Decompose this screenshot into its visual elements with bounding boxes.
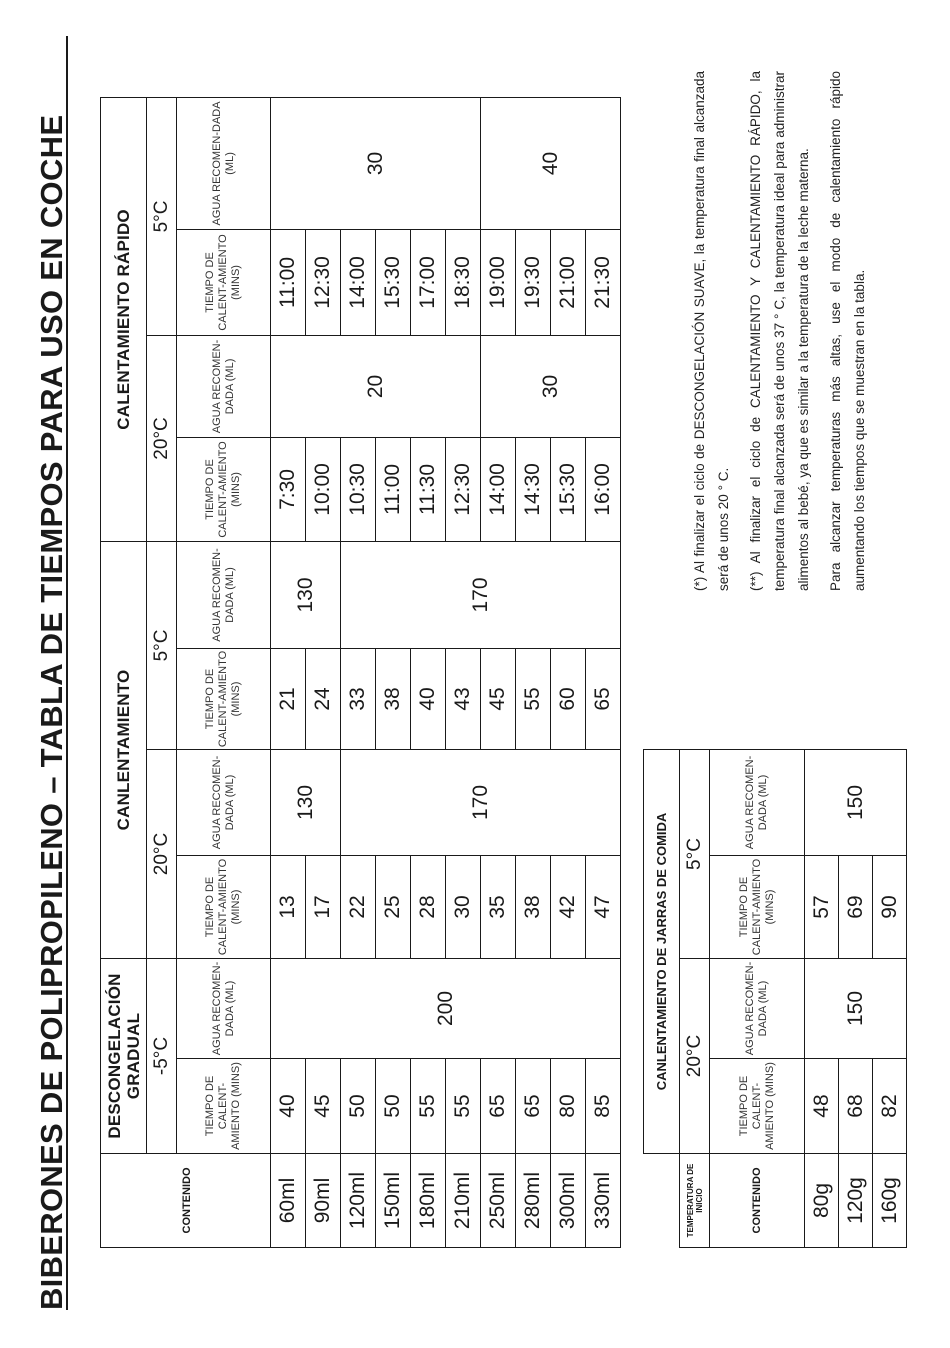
jar-temp-blank [680,624,710,749]
rapid20-time-cell: 10:00 [306,437,341,541]
heat5-time-cell: 40 [411,648,446,749]
temp-heat-5: 5°C [147,541,177,749]
heat20-water-cell: 130 [271,749,341,855]
jar-temp-5: 5°C [680,749,710,958]
rapid5-time-cell: 15:30 [376,229,411,335]
content-cell: 120ml [341,1154,376,1248]
table-row [873,624,907,1247]
rapid5-time-cell: 21:30 [586,229,621,335]
heat5-time-cell: 65 [586,648,621,749]
heat20-time-cell: 42 [551,855,586,958]
jar-row-blank [805,624,839,749]
heat20-time-cell: 47 [586,855,621,958]
heat5-time-cell: 43 [446,648,481,749]
jar-timing-table [643,624,907,1248]
footnote-defrost: (*) Al finalizar el ciclo de DESCONGELACIÓN SUAVE, la temperatura final alcanzada será de unos 20 ° C. [692,71,731,591]
content-cell: 250ml [481,1154,516,1248]
jar-row-blank [873,624,907,749]
rapid20-water-cell: 20 [271,335,481,437]
rapid5-water-cell: 40 [481,97,621,229]
table-row [411,97,446,1247]
rapid5-time-cell: 17:00 [411,229,446,335]
rapid20-time-cell: 10:30 [341,437,376,541]
content-header: CONTENIDO [180,1167,193,1234]
jar-table-title: CANLENTAMIENTO DE JARRAS DE COMIDA [644,749,680,1153]
jar-row-blank [839,624,873,749]
col-time-heat-20: TIEMPO DE CALENT-AMIENTO (MINS) [177,855,271,958]
rapid5-time-cell: 19:00 [481,229,516,335]
defrost-water-cell: 200 [271,958,621,1058]
defrost-time-cell: 65 [481,1059,516,1154]
col-time-rapid-5: TIEMPO DE CALENT-AMIENTO (MINS) [177,229,271,335]
footnotes [688,71,880,591]
heat5-time-cell: 21 [271,648,306,749]
content-cell: 300ml [551,1154,586,1248]
content-cell: 150ml [376,1154,411,1248]
col-water-heat-5: AGUA RECOMEN-DADA (ML) [177,541,271,648]
content-cell: 180ml [411,1154,446,1248]
rapid20-time-cell: 15:30 [551,437,586,541]
col-water-rapid-20: AGUA RECOMEN-DADA (ML) [177,335,271,437]
content-cell: 60ml [271,1154,306,1248]
jar-title-blank [644,624,680,749]
table-row [839,624,873,1247]
heat5-water-cell: 170 [341,541,621,648]
defrost-time-cell: 40 [271,1059,306,1154]
heat20-time-cell: 13 [271,855,306,958]
group-defrost: DESCONGELACIÓN GRADUAL [101,958,147,1153]
footnote-higher-temps: Para alcanzar temperaturas más altas, use el modo de calentamiento rápido aumentando los tiempos que se muestran en la tabla. [828,71,867,591]
col-water-rapid-5: AGUA RECOMEN-DADA (ML) [177,97,271,229]
jar-content-cell: 160g [873,1154,907,1248]
temp-defrost: -5°C [147,958,177,1153]
table-row [306,97,341,1247]
bottle-timing-table [100,97,621,1248]
defrost-time-cell: 55 [411,1059,446,1154]
jar-temp-20: 20°C [680,959,710,1154]
heat5-water-cell: 130 [271,541,341,648]
jar-col-water-20: AGUA RECOMEN-DADA (ML) [710,959,805,1059]
jar-time-5-cell: 90 [873,856,907,959]
col-time-rapid-20: TIEMPO DE CALENT-AMIENTO (MINS) [177,437,271,541]
title-underline [66,36,68,1310]
defrost-time-cell: 45 [306,1059,341,1154]
rapid5-time-cell: 11:00 [271,229,306,335]
table-row [586,97,621,1247]
jar-content-header: CONTENIDO [710,1154,805,1248]
table-row [551,97,586,1247]
content-cell: 280ml [516,1154,551,1248]
rapid20-time-cell: 14:30 [516,437,551,541]
col-time-heat-5: TIEMPO DE CALENT-AMIENTO (MINS) [177,648,271,749]
rapid20-time-cell: 11:30 [411,437,446,541]
defrost-time-cell: 80 [551,1059,586,1154]
heat20-time-cell: 30 [446,855,481,958]
heat5-time-cell: 24 [306,648,341,749]
rapid5-time-cell: 19:30 [516,229,551,335]
defrost-time-cell: 50 [376,1059,411,1154]
jar-sub-blank [710,624,805,749]
rapid20-time-cell: 12:30 [446,437,481,541]
table-row [341,97,376,1247]
jar-corner-blank [644,1154,680,1248]
rapid5-time-cell: 14:00 [341,229,376,335]
defrost-time-cell: 50 [341,1059,376,1154]
jar-col-time-5: TIEMPO DE CALENT-AMIENTO (MINS) [710,856,805,959]
heat20-time-cell: 28 [411,855,446,958]
heat5-time-cell: 45 [481,648,516,749]
heat20-water-cell: 170 [341,749,621,855]
rapid20-time-cell: 14:00 [481,437,516,541]
table-row [446,97,481,1247]
group-heating: CANLENTAMIENTO [101,541,147,958]
rapid20-time-cell: 11:00 [376,437,411,541]
heat5-time-cell: 60 [551,648,586,749]
jar-water-20-cell: 150 [805,959,907,1059]
col-water-heat-20: AGUA RECOMEN-DADA (ML) [177,749,271,855]
defrost-time-cell: 85 [586,1059,621,1154]
heat20-time-cell: 35 [481,855,516,958]
start-temp-header: TEMPERATURA DE INICIO [680,1154,710,1248]
heat20-time-cell: 17 [306,855,341,958]
content-header-cell [101,1154,271,1248]
col-time-defrost: TIEMPO DE CALENT-AMIENTO (MINS) [177,1059,271,1154]
group-rapid: CALENTAMIENTO RÁPIDO [101,97,147,541]
heat5-time-cell: 38 [376,648,411,749]
jar-time-20-cell: 68 [839,1059,873,1154]
temp-rapid-5: 5°C [147,97,177,335]
table-row [376,97,411,1247]
content-cell: 330ml [586,1154,621,1248]
jar-time-5-cell: 57 [805,856,839,959]
jar-time-5-cell: 69 [839,856,873,959]
heat5-time-cell: 55 [516,648,551,749]
jar-time-20-cell: 82 [873,1059,907,1154]
footnote-heating: (**) Al finalizar el ciclo de CALENTAMIENTO Y CALENTAMIENTO RÁPIDO, la temperatura final alcanzada será de unos 37 ° C, la temperatura ideal para administrar alimentos al bebé, ya que es similar a la temperatura de la leche materna. [748,71,811,591]
content-cell: 90ml [306,1154,341,1248]
heat20-time-cell: 22 [341,855,376,958]
temp-rapid-20: 20°C [147,335,177,541]
jar-time-20-cell: 48 [805,1059,839,1154]
defrost-time-cell: 55 [446,1059,481,1154]
page-title: BIBERONES DE POLIPROPILENO – TABLA DE TIEMPOS PARA USO EN COCHE [34,114,69,1310]
jar-content-cell: 120g [839,1154,873,1248]
rapid20-water-cell: 30 [481,335,621,437]
table-row [481,97,516,1247]
rapid5-time-cell: 21:00 [551,229,586,335]
table-row [805,624,839,1247]
jar-water-5-cell: 150 [805,749,907,855]
heat5-time-cell: 33 [341,648,376,749]
col-water-defrost: AGUA RECOMEN-DADA (ML) [177,958,271,1058]
table-row [516,97,551,1247]
defrost-time-cell: 65 [516,1059,551,1154]
rapid20-time-cell: 16:00 [586,437,621,541]
rapid20-time-cell: 7:30 [271,437,306,541]
rapid5-water-cell: 30 [271,97,481,229]
heat20-time-cell: 38 [516,855,551,958]
jar-col-water-5: AGUA RECOMEN-DADA (ML) [710,749,805,855]
jar-col-time-20: TIEMPO DE CALENT-AMIENTO (MINS) [710,1059,805,1154]
jar-content-cell: 80g [805,1154,839,1248]
heat20-time-cell: 25 [376,855,411,958]
rapid5-time-cell: 12:30 [306,229,341,335]
rapid5-time-cell: 18:30 [446,229,481,335]
table-row [271,97,306,1247]
content-cell: 210ml [446,1154,481,1248]
temp-heat-20: 20°C [147,749,177,958]
